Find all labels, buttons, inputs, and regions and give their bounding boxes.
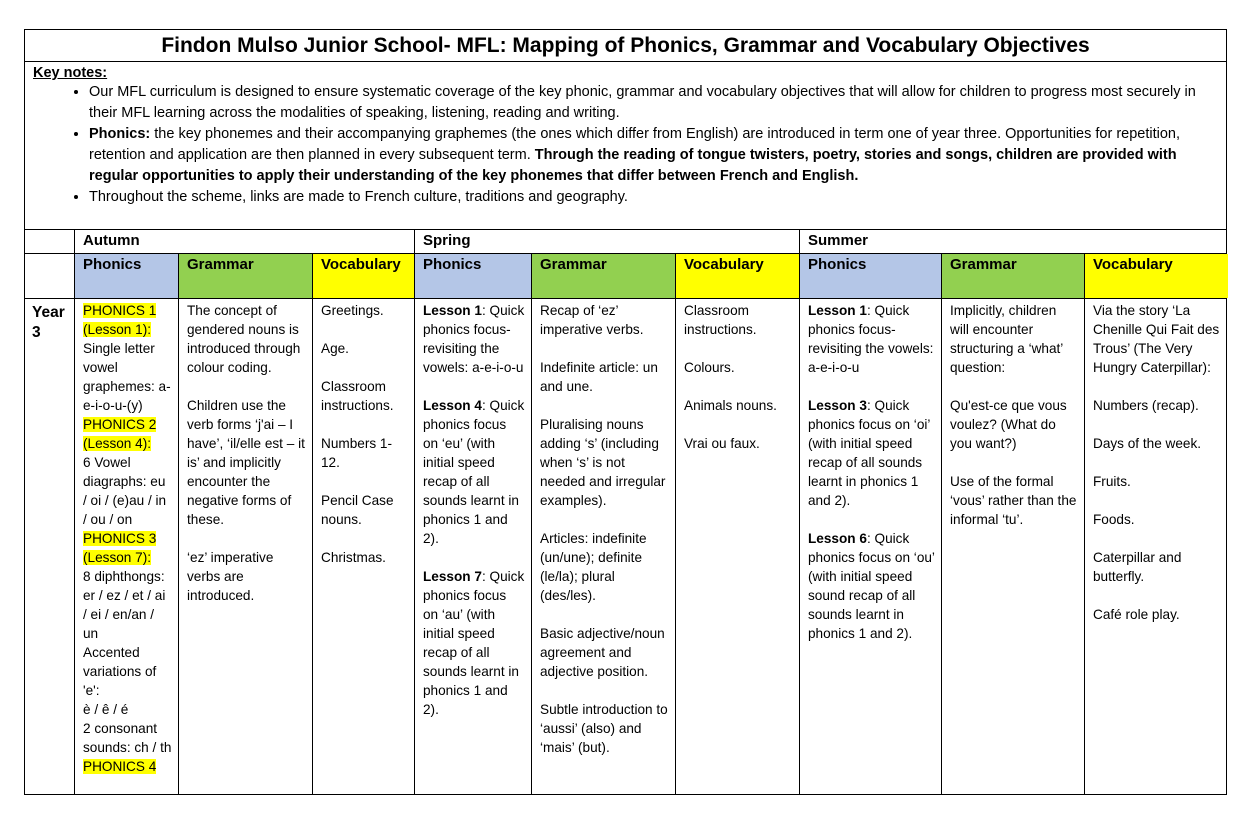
spring-grammar-cell — [532, 299, 676, 795]
grammar-note: Articles: indefinite (un/une); definite (le/la); plural (des/les). — [540, 531, 647, 603]
grammar-note: ‘ez’ imperative verbs are introduced. — [187, 550, 274, 603]
page-title: Findon Mulso Junior School- MFL: Mapping of Phonics, Grammar and Vocabulary Objectives — [25, 30, 1226, 62]
header-summer-phonics: Phonics — [800, 254, 942, 298]
vocabulary-item: Foods. — [1093, 512, 1135, 527]
autumn-phonics-cell — [75, 299, 179, 795]
key-note-curriculum: • Our MFL curriculum is designed to ensure systematic coverage of the key phonic, grammar and vocabulary objectives that will allow for children to progress most securely in their MFL learning across the modalities of speaking, listening, reading and writing. — [89, 82, 1208, 124]
spacer — [684, 339, 793, 358]
summer-vocabulary-cell — [1085, 299, 1228, 795]
lesson-note — [808, 529, 935, 643]
key-notes-heading: Key notes: — [33, 65, 108, 81]
spacer — [321, 529, 408, 548]
vocabulary-item: Numbers (recap). — [1093, 398, 1199, 413]
highlight: PHONICS 4 — [83, 759, 157, 774]
grammar-note: The concept of gendered nouns is introduced through colour coding. — [187, 303, 301, 375]
phonics-line: 2 consonant sounds: ch / th — [83, 721, 172, 755]
lesson-text: : Quick phonics focus on ‘eu’ (with initial speed recap of all sounds learnt in phonics 1 and 2). — [423, 398, 525, 546]
grammar-note: Pluralising nouns adding ‘s’ (including when ‘s’ is not needed and irregular examples). — [540, 417, 666, 508]
spacer — [187, 377, 306, 396]
grammar-note: Basic adjective/noun agreement and adjective position. — [540, 626, 665, 679]
spacer — [321, 358, 408, 377]
phonics-line: è / ê / é — [83, 702, 129, 717]
header-summer-grammar: Grammar — [942, 254, 1085, 298]
key-note-phonics: • Phonics: the key phonemes and their accompanying graphemes (the ones which differ from English) are introduced in term one of year three. Opportunities for repetition, retention and application are then planned in every subsequent term. Through the reading of tongue twisters, poetry, stories and songs, children are provided with regular opportunities to apply their understanding of the key phonemes that differ between French and English. — [89, 124, 1208, 187]
header-spring-phonics: Phonics — [415, 254, 532, 298]
summer-phonics-cell — [800, 299, 942, 795]
spacer — [540, 681, 669, 700]
header-spring-grammar: Grammar — [532, 254, 676, 298]
vocabulary-item: Animals nouns. — [684, 398, 777, 413]
vocabulary-item: Pencil Case nouns. — [321, 493, 394, 527]
vocabulary-item: Caterpillar and butterfly. — [1093, 550, 1182, 584]
vocabulary-item: Greetings. — [321, 303, 384, 318]
lesson-note — [423, 396, 525, 548]
phonics-heading — [83, 529, 172, 567]
lesson-label: Lesson 6 — [808, 531, 867, 546]
vocabulary-item: Classroom instructions. — [684, 303, 757, 337]
vocabulary-item: Café role play. — [1093, 607, 1180, 622]
key-note-culture: • Throughout the scheme, links are made to French culture, traditions and geography. — [89, 187, 1208, 208]
key-notes-list — [25, 82, 1226, 208]
spring-phonics-cell — [415, 299, 532, 795]
phonics-line: 6 Vowel diagraphs: eu / oi / (e)au / in / ou / on — [83, 455, 167, 527]
vocabulary-item: Vrai ou faux. — [684, 436, 760, 451]
phonics-line: 8 diphthongs: er / ez / et / ai / ei / en/an / un — [83, 569, 166, 641]
season-autumn: Autumn — [75, 230, 415, 253]
lesson-text: : Quick phonics focus- revisiting the vowels: a-e-i-o-u — [808, 303, 934, 375]
key-notes — [25, 62, 1226, 230]
spacer — [1093, 415, 1222, 434]
season-spring: Spring — [415, 230, 800, 253]
spacer — [540, 510, 669, 529]
spacer — [540, 339, 669, 358]
vocabulary-item: Numbers 1-12. — [321, 436, 393, 470]
grammar-note: Indefinite article: un and une. — [540, 360, 658, 394]
phonics-line: Accented variations of 'e': — [83, 645, 157, 698]
lesson-text: : Quick phonics focus on ‘oi’ (with initial speed recap of all sounds learnt in phonics 1 and 2). — [808, 398, 930, 508]
lesson-text: : Quick phonics focus on ‘au’ (with initial speed recap of all sounds learnt in phonics 1 and 2). — [423, 569, 525, 717]
lesson-note — [808, 396, 935, 510]
spacer — [808, 377, 935, 396]
lesson-note — [423, 567, 525, 719]
vocabulary-item: Age. — [321, 341, 349, 356]
spacer — [684, 377, 793, 396]
spacer — [423, 377, 525, 396]
lesson-label: Lesson 1 — [423, 303, 482, 318]
grammar-note: Qu'est-ce que vous voulez? (What do you want?) — [950, 398, 1067, 451]
summer-grammar-cell — [942, 299, 1085, 795]
spacer — [1093, 586, 1222, 605]
year-label: Year 3 — [25, 299, 75, 795]
lesson-label: Lesson 3 — [808, 398, 867, 413]
spring-vocabulary-cell — [676, 299, 800, 795]
vocabulary-item: Days of the week. — [1093, 436, 1202, 451]
lesson-label: Lesson 7 — [423, 569, 482, 584]
spacer — [950, 377, 1078, 396]
highlight: PHONICS 3 (Lesson 7): — [83, 531, 157, 565]
spacer — [1093, 529, 1222, 548]
season-summer: Summer — [808, 232, 869, 249]
header-autumn-grammar: Grammar — [179, 254, 313, 298]
lesson-note — [808, 301, 935, 377]
highlight: PHONICS 2 (Lesson 4): — [83, 417, 157, 451]
lesson-note — [423, 301, 525, 377]
phonics-heading — [83, 757, 172, 776]
spacer — [423, 548, 525, 567]
vocabulary-item: Classroom instructions. — [321, 379, 394, 413]
objectives-sheet — [24, 29, 1227, 795]
phonics-heading — [83, 415, 172, 453]
grammar-note: Children use the verb forms ‘j'ai – I have’, ‘il/elle est – it is’ and implicitly encounter the negative forms of these. — [187, 398, 305, 527]
lesson-label: Lesson 4 — [423, 398, 482, 413]
vocabulary-item: Fruits. — [1093, 474, 1131, 489]
vocabulary-item: Via the story ‘La Chenille Qui Fait des Trous’ (The Very Hungry Caterpillar): — [1093, 303, 1220, 375]
spacer — [684, 415, 793, 434]
spacer — [321, 472, 408, 491]
highlight: PHONICS 1 (Lesson 1): — [83, 303, 157, 337]
grammar-note: Recap of ‘ez’ imperative verbs. — [540, 303, 644, 337]
header-summer-vocabulary: Vocabulary — [1085, 254, 1228, 298]
corner-cell — [25, 254, 75, 298]
spacer — [540, 396, 669, 415]
grammar-note: Implicitly, children will encounter structuring a ‘what’ question: — [950, 303, 1063, 375]
header-autumn-phonics: Phonics — [75, 254, 179, 298]
header-autumn-vocabulary: Vocabulary — [313, 254, 415, 298]
lesson-label: Lesson 1 — [808, 303, 867, 318]
grammar-note: Use of the formal ‘vous’ rather than the informal ‘tu’. — [950, 474, 1077, 527]
spacer — [540, 605, 669, 624]
lesson-text: : Quick phonics focus on ‘ou’ (with initial speed sound recap of all sounds learnt in phonics 1 and 2). — [808, 531, 935, 641]
spacer — [321, 320, 408, 339]
spacer — [950, 453, 1078, 472]
spacer — [1093, 377, 1222, 396]
spacer — [321, 415, 408, 434]
autumn-vocabulary-cell — [313, 299, 415, 795]
spacer — [808, 510, 935, 529]
vocabulary-item: Colours. — [684, 360, 735, 375]
spacer — [187, 529, 306, 548]
phonics-line: Single letter vowel graphemes: a-e-i-o-u-(y) — [83, 341, 171, 413]
spacer — [1093, 453, 1222, 472]
vocabulary-item: Christmas. — [321, 550, 386, 565]
corner-cell — [25, 230, 75, 253]
lesson-text: : Quick phonics focus- revisiting the vowels: a-e-i-o-u — [423, 303, 525, 375]
phonics-heading — [83, 301, 172, 339]
header-spring-vocabulary: Vocabulary — [676, 254, 800, 298]
grammar-note: Subtle introduction to ‘aussi’ (also) and ‘mais’ (but). — [540, 702, 668, 755]
autumn-grammar-cell — [179, 299, 313, 795]
spacer — [1093, 491, 1222, 510]
